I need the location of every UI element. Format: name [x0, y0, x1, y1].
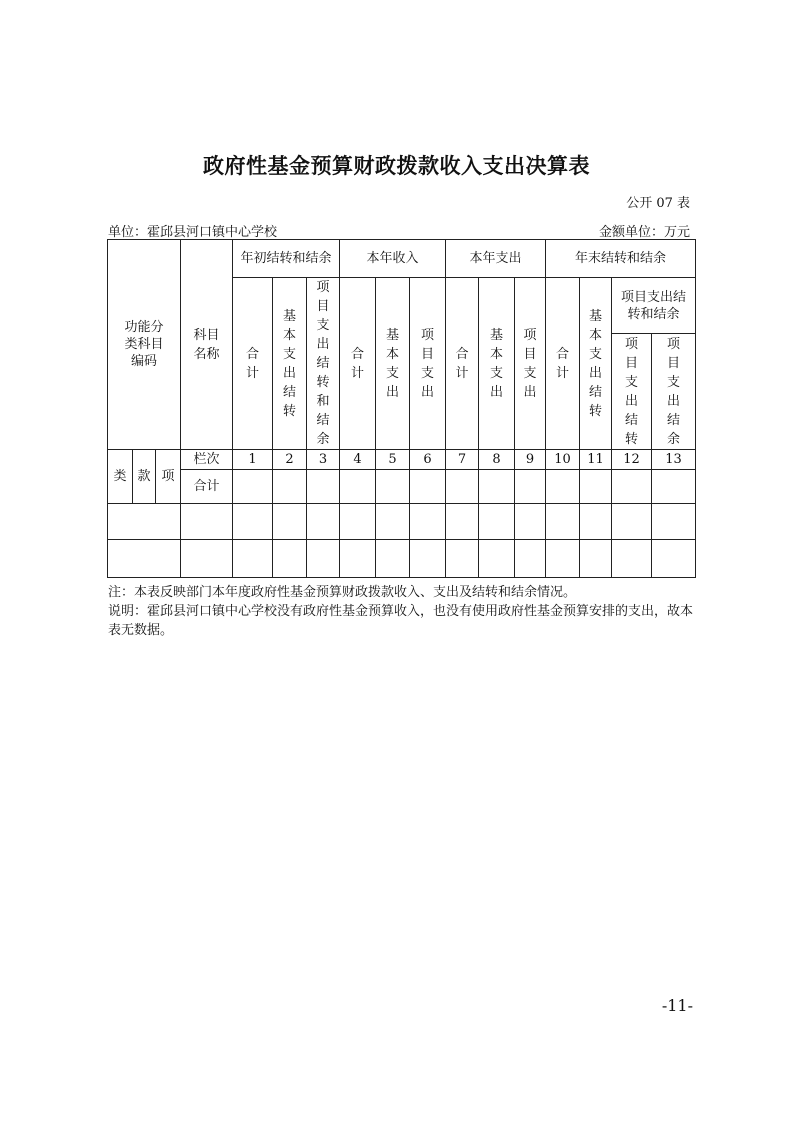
table-row [108, 540, 696, 578]
budget-table [107, 239, 696, 578]
kuan-header: 款 [133, 450, 156, 504]
xiang-header: 项 [156, 450, 181, 504]
begin-project-carry-balance-header: 项目支出结转和结余 [307, 278, 340, 450]
col-index-label: 栏次 [181, 450, 233, 470]
col-number: 4 [340, 450, 376, 470]
lei-header: 类 [108, 450, 133, 504]
col-number: 8 [479, 450, 515, 470]
note-text: 注：本表反映部门本年度政府性基金预算财政拨款收入、支出及结转和结余情况。 [108, 585, 577, 600]
col-number: 9 [515, 450, 546, 470]
income-total-header: 合计 [340, 278, 376, 450]
notes [108, 583, 696, 640]
amount-unit-label: 金额单位：万元 [598, 225, 690, 240]
col-number: 13 [652, 450, 696, 470]
sum-row [108, 470, 696, 504]
col-number: 12 [612, 450, 652, 470]
income-project-header: 项目支出 [410, 278, 446, 450]
sum-row-label: 合计 [181, 470, 233, 504]
expense-project-header: 项目支出 [515, 278, 546, 450]
col-number: 2 [273, 450, 307, 470]
end-project-carry-balance-header: 项目支出结转和结余 [612, 278, 696, 334]
col-number: 10 [546, 450, 580, 470]
expense-header: 本年支出 [446, 240, 546, 278]
income-header: 本年收入 [340, 240, 446, 278]
col-number: 5 [376, 450, 410, 470]
page-number: -11- [661, 996, 693, 1015]
end-balance-header: 年末结转和结余 [546, 240, 696, 278]
explanation-text: 说明：霍邱县河口镇中心学校没有政府性基金预算收入，也没有使用政府性基金预算安排的支出，故本表无数据。 [108, 604, 694, 638]
expense-basic-header: 基本支出 [479, 278, 515, 450]
income-basic-header: 基本支出 [376, 278, 410, 450]
end-total-header: 合计 [546, 278, 580, 450]
begin-total-header: 合计 [233, 278, 273, 450]
end-project-carry-header: 项目支出结转 [612, 334, 652, 450]
expense-total-header: 合计 [446, 278, 479, 450]
subject-name-header: 科目名称 [181, 240, 233, 450]
table-row [108, 504, 696, 540]
col-number: 7 [446, 450, 479, 470]
col-number: 1 [233, 450, 273, 470]
begin-basic-carry-header: 基本支出结转 [273, 278, 307, 450]
unit-label: 单位：霍邱县河口镇中心学校 [108, 225, 278, 240]
end-basic-carry-header: 基本支出结转 [580, 278, 612, 450]
col-number: 3 [307, 450, 340, 470]
begin-balance-header: 年初结转和结余 [233, 240, 340, 278]
page-title: 政府性基金预算财政拨款收入支出决算表 [203, 154, 590, 178]
end-project-balance-header: 项目支出结余 [652, 334, 696, 450]
col-number: 11 [580, 450, 612, 470]
col-number: 6 [410, 450, 446, 470]
form-number: 公开 07 表 [626, 196, 690, 211]
func-code-header: 功能分类科目编码 [108, 240, 181, 450]
